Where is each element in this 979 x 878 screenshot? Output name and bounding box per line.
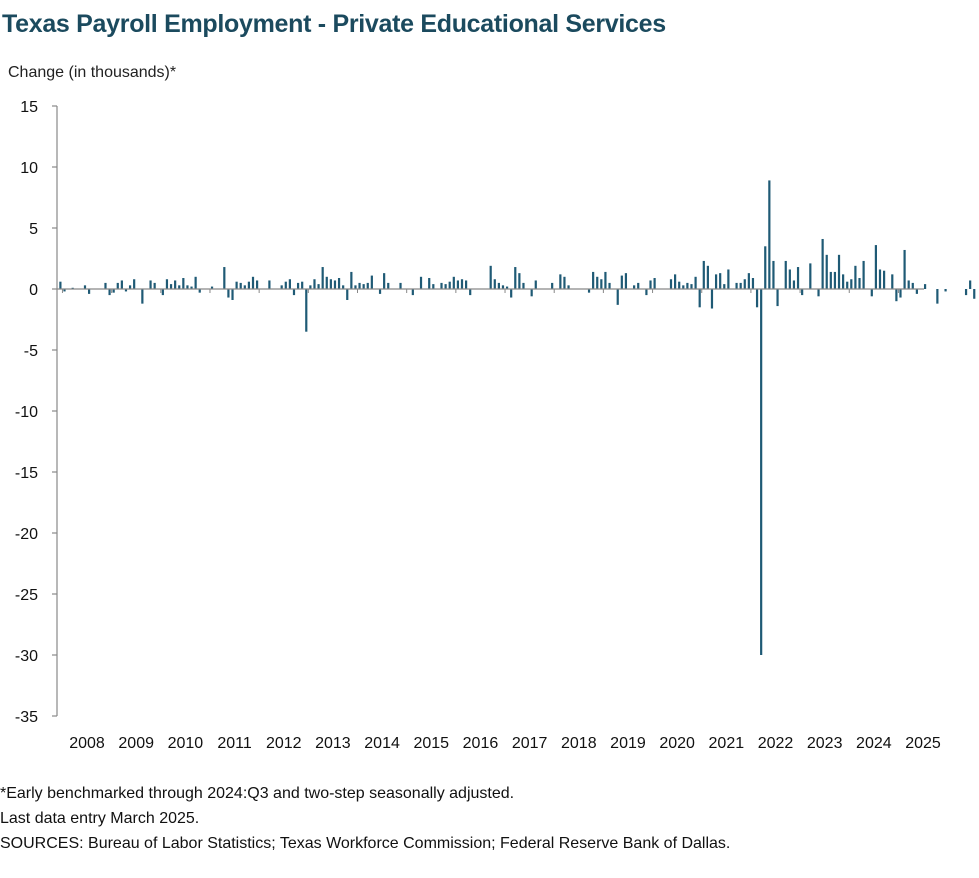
bar: [678, 282, 680, 289]
bar: [879, 269, 881, 289]
bar: [891, 274, 893, 289]
bar: [797, 267, 799, 289]
bar: [535, 280, 537, 289]
x-tick-labels: [69, 735, 941, 752]
footnote-last-data-entry: Last data entry March 2025.: [0, 810, 200, 827]
bar: [170, 284, 172, 289]
bar: [313, 279, 315, 289]
bar: [608, 283, 610, 289]
bar: [768, 180, 770, 289]
bar: [399, 283, 401, 289]
bar: [121, 280, 123, 289]
y-tick-label: -10: [14, 404, 38, 421]
bar: [973, 289, 975, 299]
bar: [944, 289, 946, 291]
bar: [108, 289, 110, 295]
bar: [723, 284, 725, 289]
bar: [498, 283, 500, 289]
bar: [654, 278, 656, 289]
bar: [912, 283, 914, 289]
bar: [699, 289, 701, 307]
bar: [637, 283, 639, 289]
bar: [88, 289, 90, 294]
bar: [740, 283, 742, 289]
y-tick-label: -5: [23, 343, 38, 360]
bar: [846, 282, 848, 289]
bar: [371, 276, 373, 289]
x-tick-label: 2015: [413, 735, 450, 752]
bar: [908, 280, 910, 289]
bar: [776, 289, 778, 306]
x-tick-label: 2023: [806, 735, 843, 752]
bar: [522, 283, 524, 289]
bar: [449, 282, 451, 289]
bar: [149, 280, 151, 289]
bar: [268, 280, 270, 289]
bar: [715, 274, 717, 289]
bar: [59, 282, 61, 289]
x-tick-label: 2024: [856, 735, 892, 752]
y-tick-label: 10: [20, 160, 38, 177]
bar: [256, 280, 258, 289]
bar: [895, 289, 897, 301]
y-tick-label: 5: [29, 221, 38, 238]
bar: [363, 284, 365, 289]
chart-title: Texas Payroll Employment - Private Educational Services: [2, 10, 666, 38]
bar: [694, 277, 696, 289]
bar: [756, 289, 758, 307]
bar: [838, 255, 840, 289]
x-tick-label: 2017: [511, 735, 548, 752]
bar: [104, 283, 106, 289]
x-tick-label: 2014: [364, 735, 400, 752]
bar: [842, 274, 844, 289]
bar: [367, 283, 369, 289]
bar: [133, 279, 135, 289]
bar: [817, 289, 819, 296]
bar: [490, 266, 492, 289]
bar: [621, 276, 623, 289]
bar: [338, 278, 340, 289]
bar: [600, 279, 602, 289]
bar: [305, 289, 307, 332]
bar: [334, 280, 336, 289]
y-axis-label: Change (in thousands)*: [8, 64, 177, 81]
footnote-seasonal-adjustment: *Early benchmarked through 2024:Q3 and two-step seasonally adjusted.: [0, 785, 515, 802]
bar: [223, 267, 225, 289]
bar: [494, 279, 496, 289]
bar: [322, 267, 324, 289]
bar: [719, 273, 721, 289]
bar: [461, 279, 463, 289]
bar: [772, 261, 774, 289]
bar: [117, 283, 119, 289]
bar: [793, 280, 795, 289]
x-tick-label: 2025: [905, 735, 941, 752]
bar: [863, 261, 865, 289]
footnote-sources: SOURCES: Bureau of Labor Statistics; Texas Workforce Commission; Federal Reserve Bank of Dallas.: [0, 835, 731, 852]
bar: [440, 283, 442, 289]
bar: [428, 278, 430, 289]
y-tick-label: -35: [14, 709, 38, 726]
bar: [293, 289, 295, 295]
bar: [834, 272, 836, 289]
bar: [649, 280, 651, 289]
bar: [236, 282, 238, 289]
bar: [289, 279, 291, 289]
bar: [248, 282, 250, 289]
bar: [916, 289, 918, 294]
bar: [592, 272, 594, 289]
y-tick-label: -30: [14, 648, 38, 665]
bar: [531, 289, 533, 296]
bar: [645, 289, 647, 295]
bar: [969, 280, 971, 289]
bar: [297, 283, 299, 289]
x-tick-label: 2012: [265, 735, 302, 752]
chart-axes: [52, 106, 924, 716]
bar: [617, 289, 619, 305]
bar: [551, 283, 553, 289]
bar: [432, 284, 434, 289]
bar: [465, 280, 467, 289]
x-tick-label: 2022: [757, 735, 794, 752]
x-tick-label: 2008: [69, 735, 105, 752]
bar: [420, 277, 422, 289]
bar: [711, 289, 713, 309]
bar: [469, 289, 471, 295]
bar: [457, 280, 459, 289]
bar: [596, 277, 598, 289]
bar: [285, 282, 287, 289]
bar: [346, 289, 348, 300]
bar: [154, 283, 156, 289]
bar: [690, 284, 692, 289]
bar: [883, 271, 885, 289]
bar: [744, 279, 746, 289]
bar: [195, 277, 197, 289]
bar: [563, 277, 565, 289]
bar: [965, 289, 967, 295]
bar: [445, 284, 447, 289]
x-tick-label: 2021: [708, 735, 745, 752]
y-tick-label: -15: [14, 465, 38, 482]
bar: [301, 282, 303, 289]
x-tick-label: 2009: [118, 735, 155, 752]
bar: [760, 289, 762, 655]
bar: [162, 289, 164, 295]
bar: [850, 279, 852, 289]
bar: [182, 278, 184, 289]
bar: [559, 274, 561, 289]
bar: [514, 267, 516, 289]
bar: [822, 239, 824, 289]
bar: [789, 269, 791, 289]
bar: [875, 245, 877, 289]
bar: [604, 272, 606, 289]
x-tick-label: 2019: [610, 735, 646, 752]
bar: [317, 284, 319, 289]
footnotes: [0, 781, 730, 856]
bar: [936, 289, 938, 304]
bar: [748, 273, 750, 289]
bar: [670, 279, 672, 289]
x-tick-label: 2011: [217, 735, 252, 752]
bar: [240, 283, 242, 289]
y-tick-label: 0: [29, 282, 38, 299]
bar: [871, 289, 873, 296]
bar: [358, 283, 360, 289]
bar: [809, 263, 811, 289]
bar: [703, 261, 705, 289]
bar: [854, 266, 856, 289]
bar: [801, 289, 803, 295]
bar: [707, 266, 709, 289]
bar: [141, 289, 143, 304]
x-tick-label: 2018: [561, 735, 597, 752]
y-tick-label: -25: [14, 587, 38, 604]
bar: [412, 289, 414, 295]
bar: [727, 269, 729, 289]
bar: [350, 272, 352, 289]
bar: [231, 289, 233, 300]
bar: [830, 272, 832, 289]
bar: [785, 261, 787, 289]
bar: [326, 277, 328, 289]
bar: [899, 289, 901, 298]
x-tick-label: 2020: [659, 735, 695, 752]
bar: [826, 255, 828, 289]
bar: [510, 289, 512, 298]
x-tick-label: 2016: [462, 735, 499, 752]
bar: [166, 279, 168, 289]
y-tick-label: -20: [14, 526, 38, 543]
bar: [625, 273, 627, 289]
bar: [518, 273, 520, 289]
bar: [735, 283, 737, 289]
bar: [903, 250, 905, 289]
bar: [686, 283, 688, 289]
bar: [858, 278, 860, 289]
bar: [227, 289, 229, 298]
bar: [453, 277, 455, 289]
bar: [674, 274, 676, 289]
bar: [387, 283, 389, 289]
bar: [924, 284, 926, 289]
bar: [252, 277, 254, 289]
bar-series: [59, 180, 979, 655]
bar: [330, 279, 332, 289]
x-tick-label: 2010: [167, 735, 204, 752]
bar: [764, 246, 766, 289]
x-tick-label: 2013: [315, 735, 351, 752]
bar: [174, 280, 176, 289]
bar: [379, 289, 381, 294]
y-tick-label: 15: [20, 99, 38, 116]
bar: [383, 273, 385, 289]
bar: [752, 278, 754, 289]
y-tick-labels: [15, 99, 38, 726]
